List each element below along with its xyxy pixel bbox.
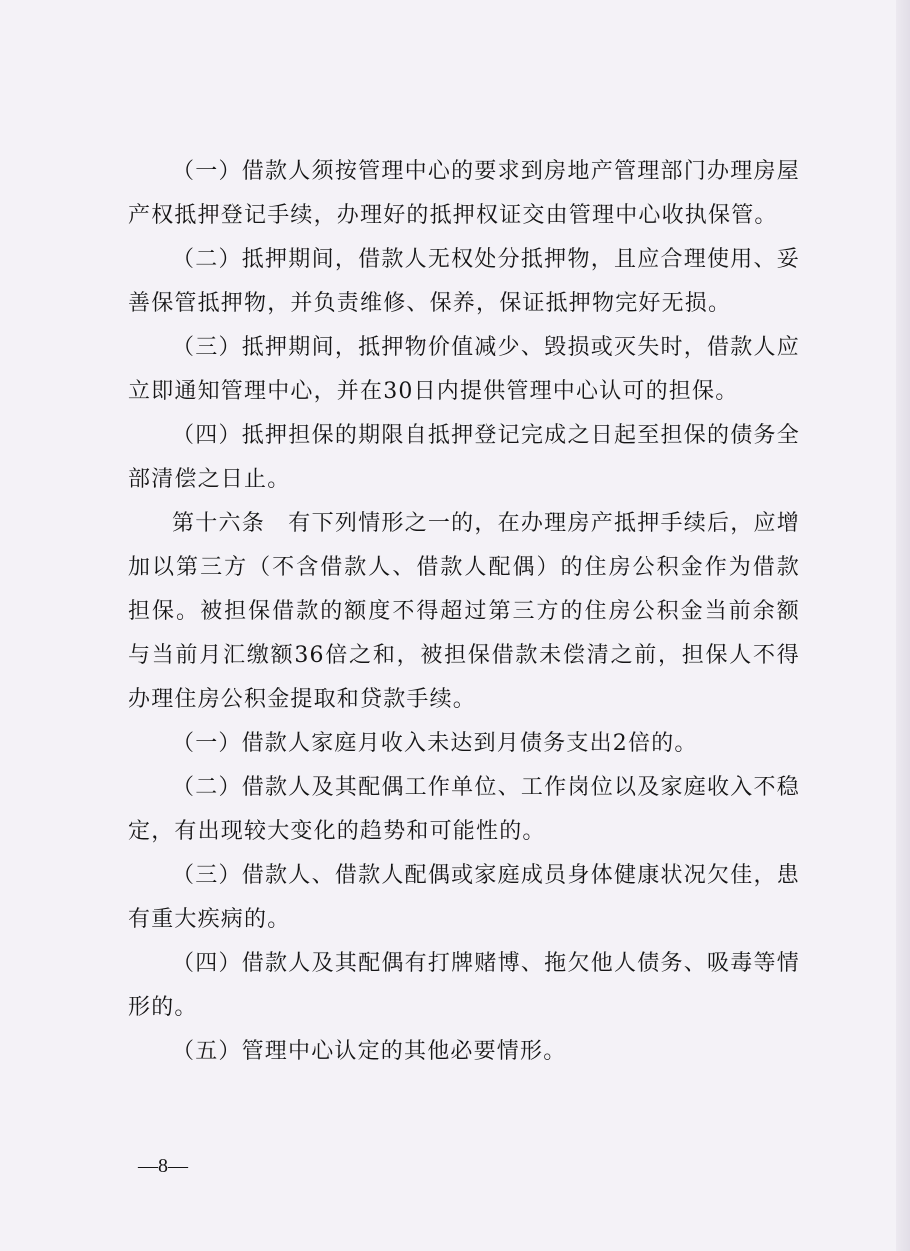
clause-paragraph: （三）借款人、借款人配偶或家庭成员身体健康状况欠佳，患有重大疾病的。: [128, 863, 800, 932]
clause-paragraph: （五）管理中心认定的其他必要情形。: [172, 1039, 567, 1064]
clause-paragraph: （二）抵押期间，借款人无权处分抵押物，且应合理使用、妥善保管抵押物，并负责维修、保养，保证抵押物完好无损。: [128, 247, 800, 316]
clause-paragraph: （四）借款人及其配偶有打牌赌博、拖欠他人债务、吸毒等情形的。: [128, 951, 800, 1020]
clause-paragraph: （一）借款人须按管理中心的要求到房地产管理部门办理房屋产权抵押登记手续，办理好的抵押权证交由管理中心收执保管。: [128, 159, 800, 228]
page-edge-shadow: [896, 0, 910, 1251]
article-paragraph: 第十六条 有下列情形之一的，在办理房产抵押手续后，应增加以第三方（不含借款人、借款人配偶）的住房公积金作为借款担保。被担保借款的额度不得超过第三方的住房公积金当前余额与当前月汇缴额36倍之和，被担保借款未偿清之前，担保人不得办理住房公积金提取和贷款手续。: [128, 511, 800, 712]
document-body: [128, 150, 800, 1074]
page-number: —8—: [138, 1155, 188, 1177]
clause-paragraph: （三）抵押期间，抵押物价值减少、毁损或灭失时，借款人应立即通知管理中心，并在30日内提供管理中心认可的担保。: [128, 335, 800, 404]
clause-paragraph: （四）抵押担保的期限自抵押登记完成之日起至担保的债务全部清偿之日止。: [128, 423, 800, 492]
clause-paragraph: （二）借款人及其配偶工作单位、工作岗位以及家庭收入不稳定，有出现较大变化的趋势和可能性的。: [128, 775, 800, 844]
clause-paragraph: （一）借款人家庭月收入未达到月债务支出2倍的。: [172, 731, 698, 756]
